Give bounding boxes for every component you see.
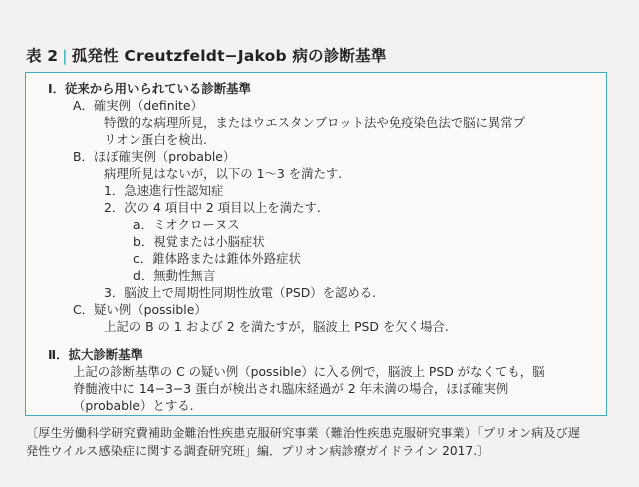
probable-label: B．ほぼ確実例（probable）	[73, 149, 236, 164]
probable-subitem-c: c．錐体路または錐体外路症状	[133, 251, 301, 266]
section2-text-line2: 脊髄液中に 14−3−3 蛋白が検出され臨床経過が 2 年未満の場合，ほぼ確実例	[73, 381, 509, 396]
definite-label: A．確実例（definite）	[73, 98, 203, 113]
probable-item2: 2．次の 4 項目中 2 項目以上を満たす.	[104, 200, 321, 215]
probable-subitem-d: d．無動性無言	[133, 268, 216, 283]
definite-text-line2: リオン蛋白を検出.	[104, 132, 207, 147]
probable-text: 病理所見はないが，以下の 1～3 を満たす.	[104, 166, 343, 181]
source-note-line1: 〔厚生労働科学研究費補助金難治性疾患克服研究事業（難治性疾患克服研究事業）「プリオン病及び遅	[26, 426, 580, 440]
probable-subitem-a: a．ミオクローヌス	[133, 217, 240, 232]
section2-text-line1: 上記の診断基準の C の疑い例（possible）に入る例で，脳波上 PSD がなくても，脳	[73, 364, 545, 379]
title-separator: |	[62, 47, 68, 65]
source-note-line2: 発性ウイルス感染症に関する調査研究班」編．プリオン病診療ガイドライン 2017.〕	[26, 444, 490, 458]
probable-subitem-b: b．視覚または小脳症状	[133, 234, 265, 249]
probable-item3: 3．脳波上で周期性同期性放電（PSD）を認める.	[104, 285, 377, 300]
definite-text-line1: 特徴的な病理所見，またはウエスタンブロット法や免疫染色法で脳に異常プ	[104, 115, 526, 130]
section2-heading: Ⅱ．拡大診断基準	[48, 347, 143, 362]
probable-item1: 1．急速進行性認知症	[104, 183, 224, 198]
table-title-text: 孤発性 Creutzfeldt−Jakob 病の診断基準	[71, 47, 387, 65]
possible-label: C．疑い例（possible）	[73, 302, 207, 317]
table-title	[26, 44, 387, 66]
possible-text: 上記の B の 1 および 2 を満たすが，脳波上 PSD を欠く場合.	[104, 319, 449, 334]
section1-heading: Ⅰ．従来から用いられている診断基準	[48, 81, 251, 96]
table-number: 表 2	[26, 47, 59, 65]
section2-text-line3: （probable）とする.	[73, 398, 194, 413]
